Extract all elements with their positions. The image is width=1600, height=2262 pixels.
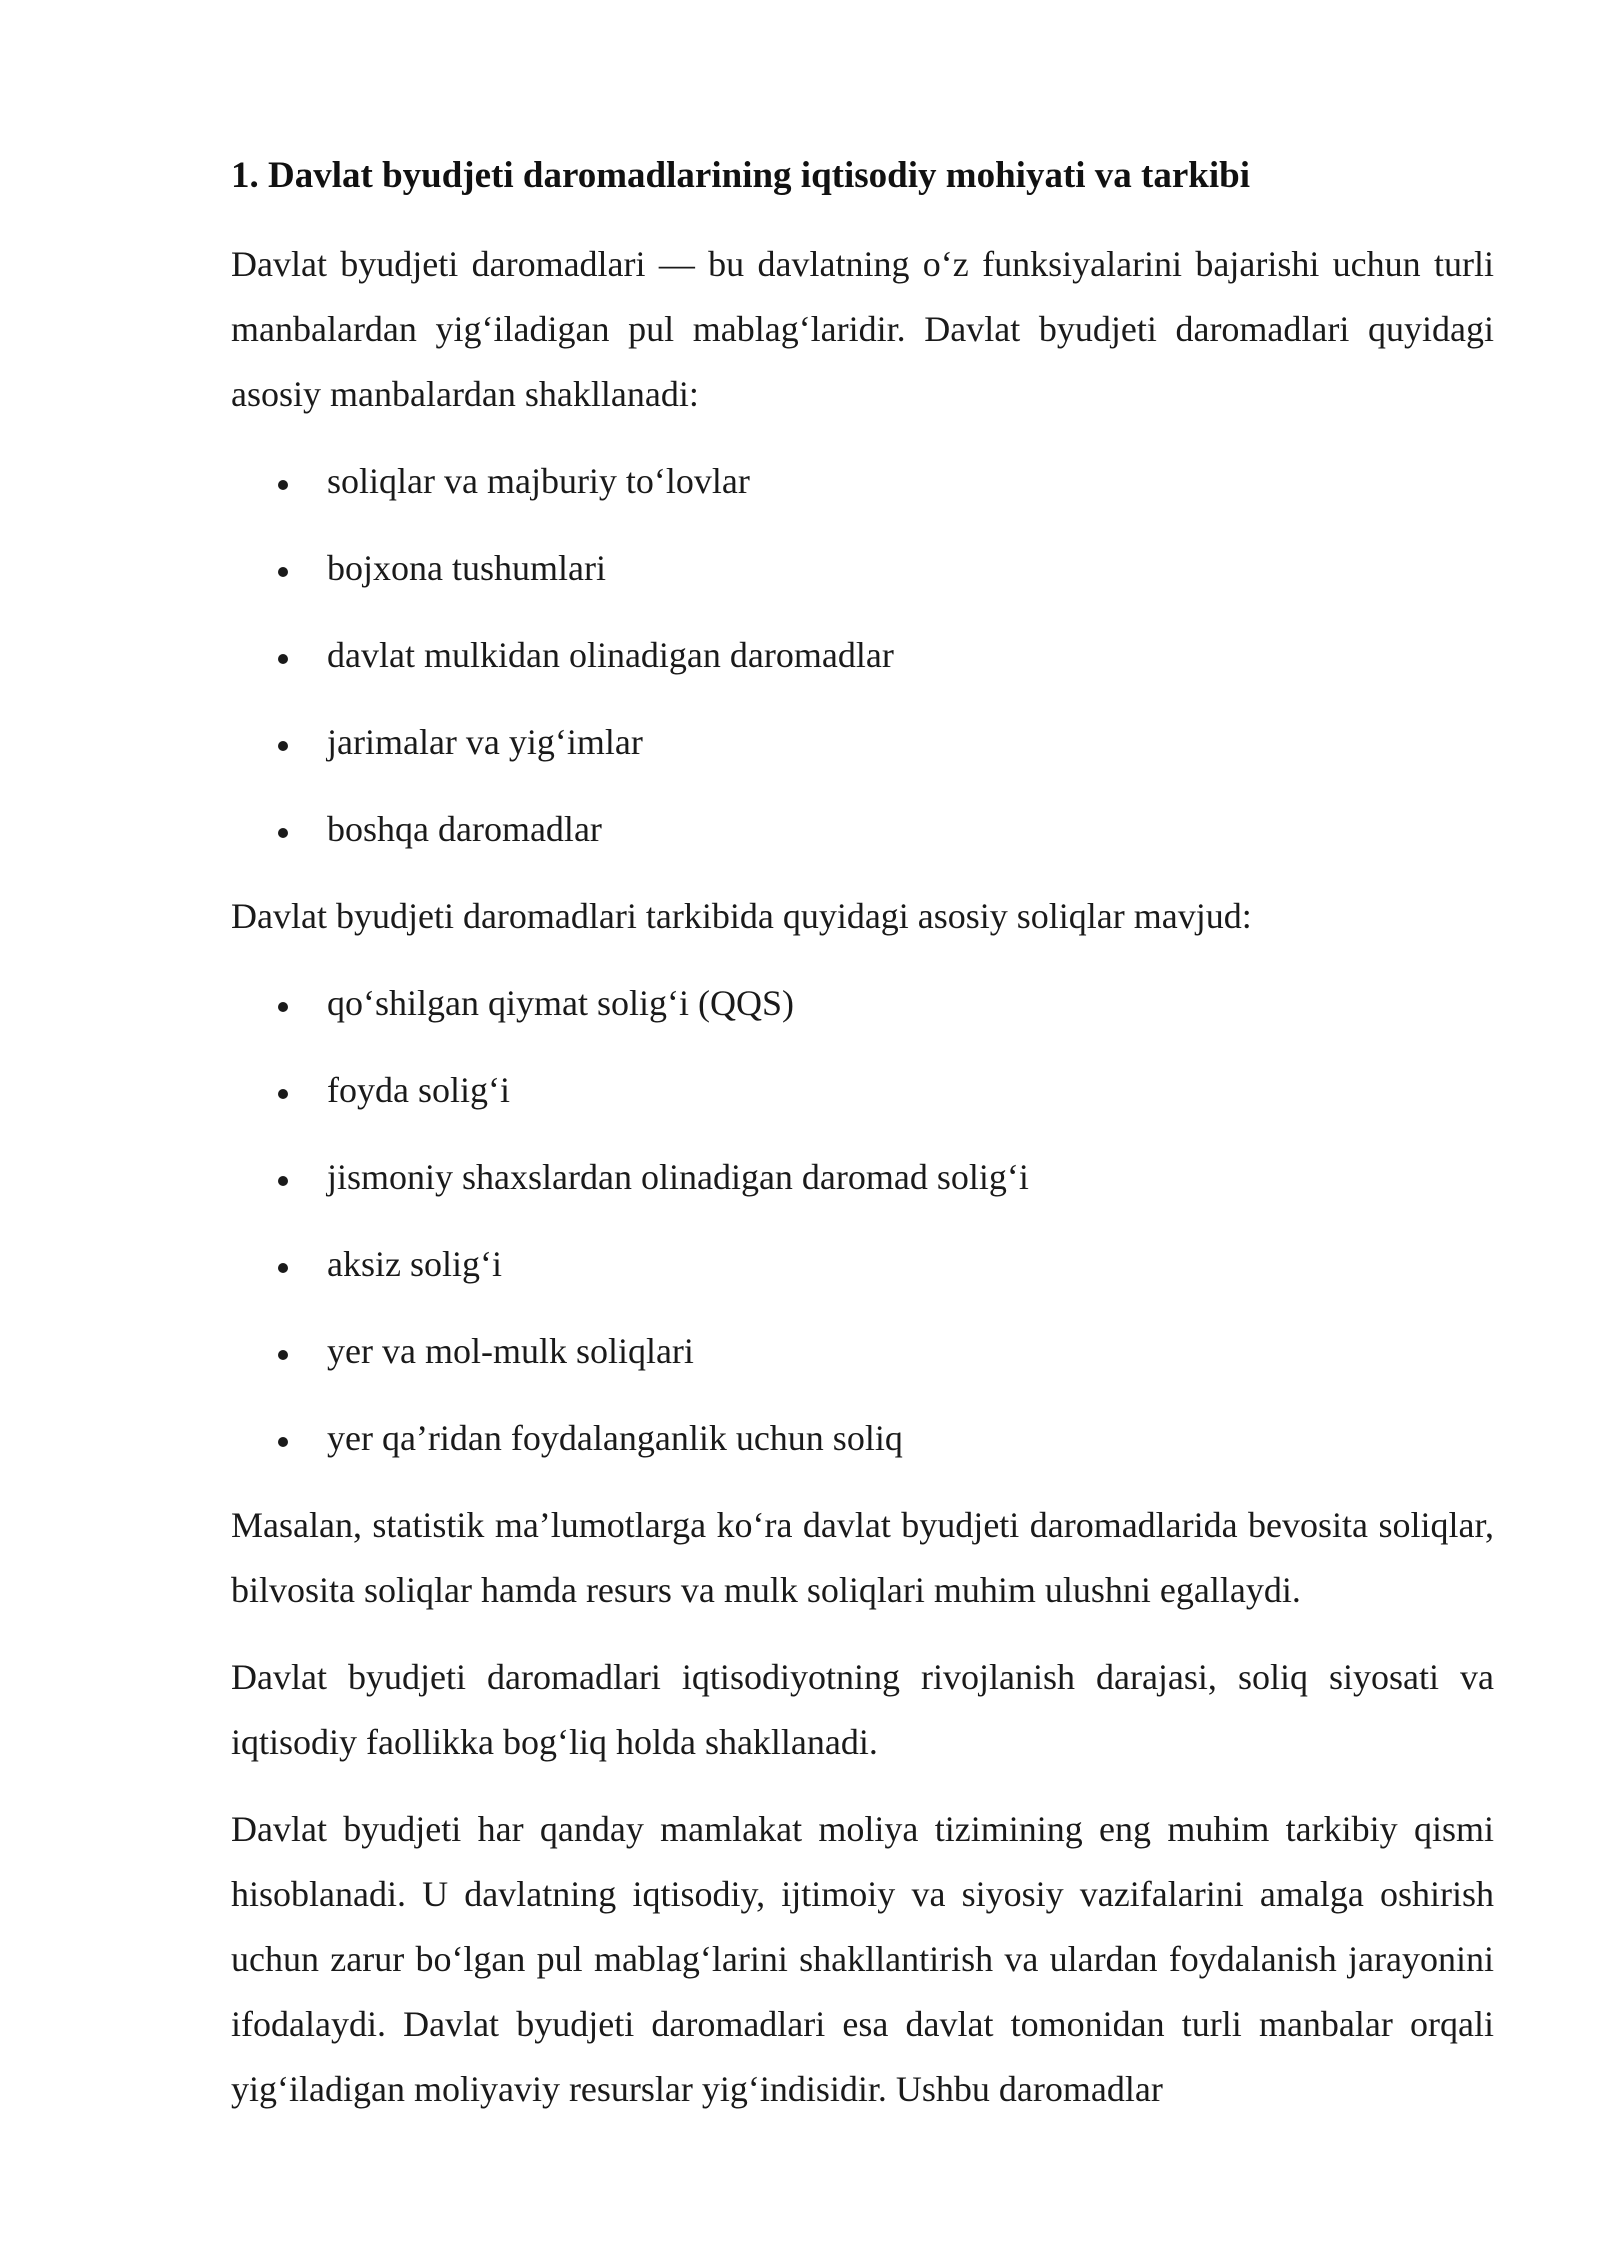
bullet-icon: [278, 1350, 288, 1360]
bullet-icon: [278, 741, 288, 751]
list-item: [231, 536, 1494, 601]
list-item: [231, 623, 1494, 688]
list-item-text: yer va mol-mulk soliqlari: [327, 1331, 694, 1371]
budget-role-paragraph: Davlat byudjeti har qanday mamlakat moliya tizimining eng muhim tarkibiy qismi hisoblanadi. U davlatning iqtisodiy, ijtimoiy va siyosiy vazifalarini amalga oshirish uchun zarur bo‘lgan pul mablag‘larini shakllantirish va ulardan foydalanish jarayonini ifodalaydi. Davlat byudjeti daromadlari esa davlat tomonidan turli manbalar orqali yig‘iladigan moliyaviy resurslar yig‘indisidir. Ushbu daromadlar: [231, 1809, 1494, 2109]
bullet-icon: [278, 828, 288, 838]
list-item: [231, 1232, 1494, 1297]
bullet-icon: [278, 1089, 288, 1099]
list-item-text: boshqa daromadlar: [327, 809, 602, 849]
bullet-icon: [278, 1263, 288, 1273]
section-heading: 1. Davlat byudjeti daromadlarining iqtisodiy mohiyati va tarkibi: [231, 155, 1250, 196]
bullet-icon: [278, 1176, 288, 1186]
bullet-icon: [278, 654, 288, 664]
list-item: [231, 797, 1494, 862]
list-item: [231, 1058, 1494, 1123]
list-item-text: foyda solig‘i: [327, 1070, 510, 1110]
statistics-paragraph: Masalan, statistik ma’lumotlarga ko‘ra davlat byudjeti daromadlarida bevosita soliqlar, bilvosita soliqlar hamda resurs va mulk soliqlari muhim ulushni egallaydi.: [231, 1505, 1494, 1610]
list-item-text: jismoniy shaxslardan olinadigan daromad solig‘i: [327, 1157, 1029, 1197]
document-page: [231, 150, 1494, 2122]
intro-paragraph: Davlat byudjeti daromadlari — bu davlatning o‘z funksiyalarini bajarishi uchun turli manbalardan yig‘iladigan pul mablag‘laridir. Davlat byudjeti daromadlari quyidagi asosiy manbalardan shakllanadi:: [231, 244, 1494, 414]
list-item: [231, 710, 1494, 775]
bullet-icon: [278, 1002, 288, 1012]
list-item: [231, 449, 1494, 514]
dependency-paragraph: Davlat byudjeti daromadlari iqtisodiyotning rivojlanish darajasi, soliq siyosati va iqtisodiy faollikka bog‘liq holda shakllanadi.: [231, 1657, 1494, 1762]
list-item-text: davlat mulkidan olinadigan daromadlar: [327, 635, 894, 675]
taxes-intro-paragraph: Davlat byudjeti daromadlari tarkibida quyidagi asosiy soliqlar mavjud:: [231, 896, 1252, 936]
list-item-text: soliqlar va majburiy to‘lovlar: [327, 461, 750, 501]
list-item-text: qo‘shilgan qiymat solig‘i (QQS): [327, 983, 794, 1023]
list-item: [231, 1406, 1494, 1471]
list-item-text: aksiz solig‘i: [327, 1244, 502, 1284]
list-item: [231, 1319, 1494, 1384]
list-item-text: bojxona tushumlari: [327, 548, 606, 588]
list-item-text: yer qa’ridan foydalanganlik uchun soliq: [327, 1418, 903, 1458]
list-item-text: jarimalar va yig‘imlar: [327, 722, 643, 762]
list-item: [231, 1145, 1494, 1210]
revenue-sources-list: [231, 449, 1494, 862]
bullet-icon: [278, 480, 288, 490]
list-item: [231, 971, 1494, 1036]
bullet-icon: [278, 567, 288, 577]
bullet-icon: [278, 1437, 288, 1447]
taxes-list: [231, 971, 1494, 1471]
